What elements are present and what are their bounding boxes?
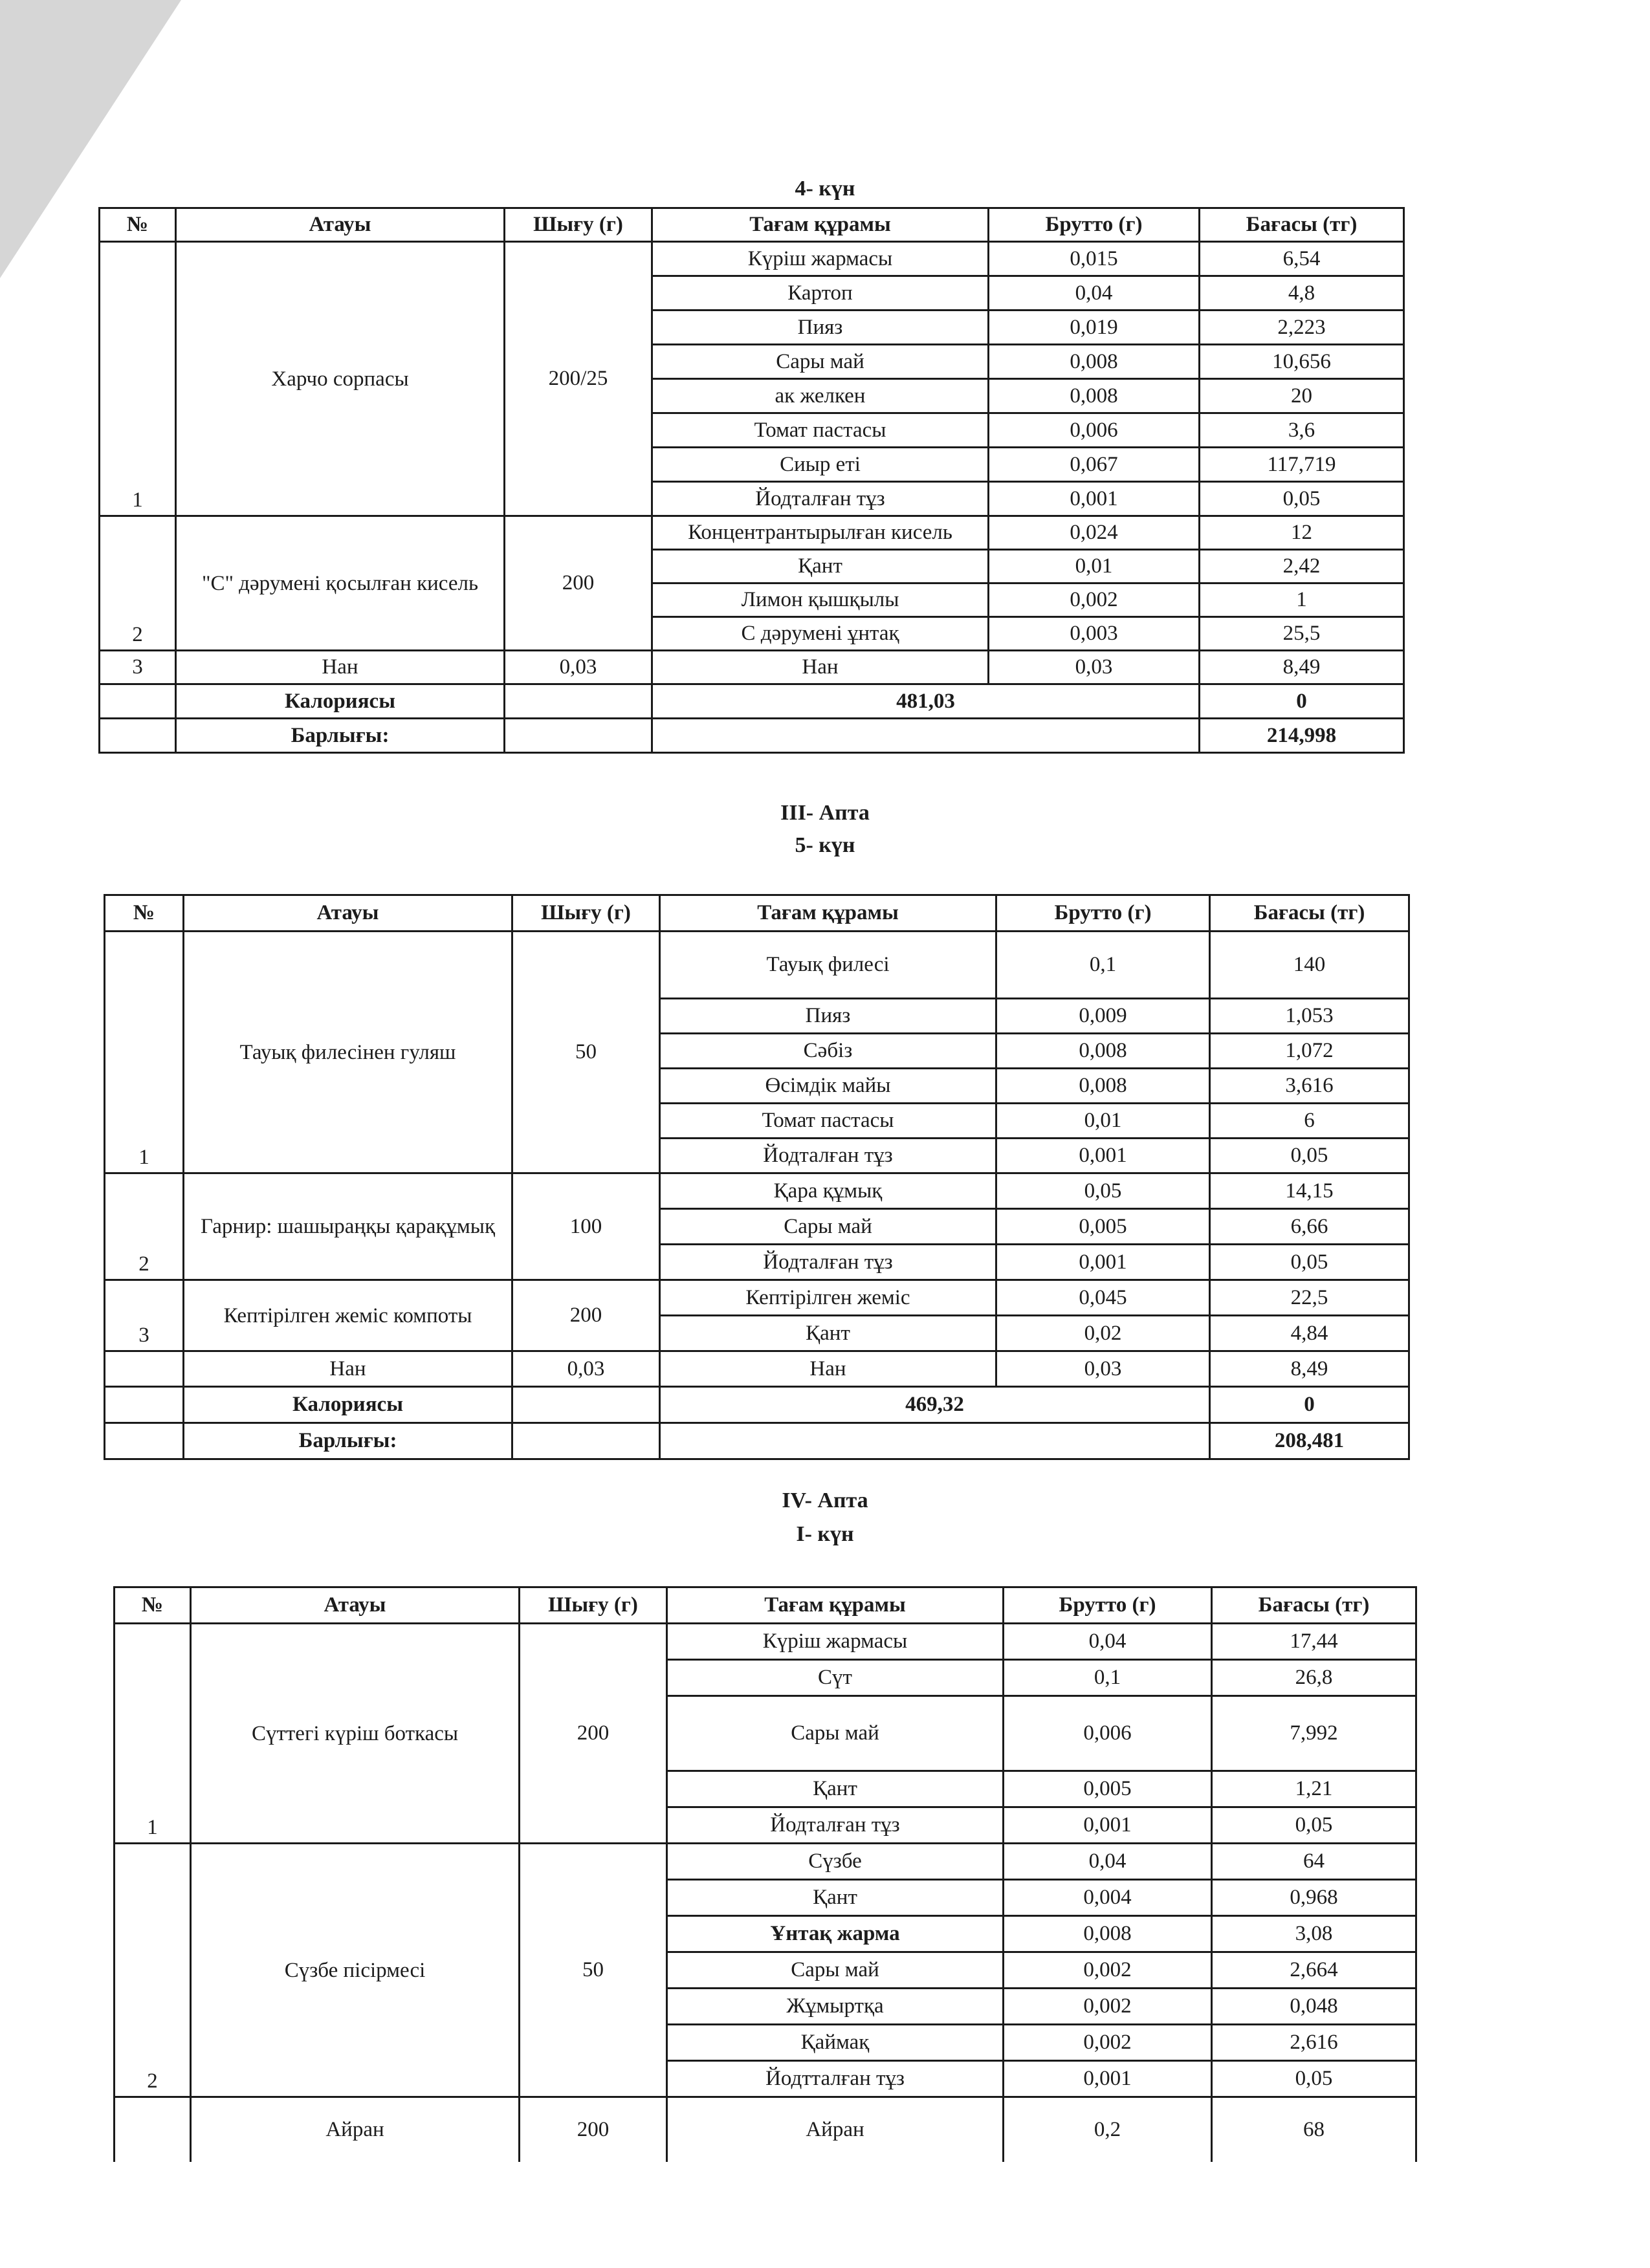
ingredient-price: 14,15 (1210, 1173, 1409, 1209)
ingredient-brutto: 0,001 (989, 482, 1200, 516)
ingredient-price: 0,05 (1212, 2061, 1416, 2097)
dish-yield: 200 (512, 1280, 660, 1351)
ingredient-name: С дәрумені ұнтақ (652, 617, 989, 651)
menu-table-day-4 (98, 207, 1405, 754)
ingredient-name: Нан (652, 651, 989, 684)
ingredient-price: 6,54 (1200, 242, 1404, 276)
ingredient-brutto: 0,008 (1004, 1916, 1212, 1952)
dish-number: 1 (115, 1624, 191, 1844)
dish-number: 2 (105, 1173, 184, 1280)
ingredient-price: 140 (1210, 932, 1409, 999)
col-price: Бағасы (тг) (1210, 895, 1409, 932)
dish-yield: 200 (505, 516, 652, 651)
ingredient-price: 2,664 (1212, 1952, 1416, 1989)
ingredient-name: Картоп (652, 276, 989, 311)
ingredient-price: 0,05 (1210, 1139, 1409, 1173)
col-price: Бағасы (тг) (1212, 1587, 1416, 1624)
menu-table-day-1 (113, 1586, 1417, 2162)
dish-number: 1 (100, 242, 176, 516)
dish-yield: 0,03 (505, 651, 652, 684)
col-num: № (115, 1587, 191, 1624)
ingredient-price: 3,616 (1210, 1069, 1409, 1104)
col-name: Атауы (191, 1587, 520, 1624)
ingredient-name: Сары май (660, 1209, 996, 1245)
calories-row (105, 1387, 1409, 1423)
total-row (100, 719, 1404, 753)
ingredient-name: Сары май (667, 1696, 1004, 1771)
day-title-4: 4- күн (795, 177, 855, 201)
ingredient-name: ак желкен (652, 379, 989, 413)
ingredient-brutto: 0,03 (996, 1351, 1210, 1387)
col-brutto: Брутто (г) (996, 895, 1210, 932)
ingredient-brutto: 0,01 (989, 550, 1200, 583)
ingredient-brutto: 0,02 (996, 1316, 1210, 1351)
col-yield: Шығу (г) (512, 895, 660, 932)
dish-number: 2 (100, 516, 176, 651)
ingredient-brutto: 0,008 (989, 345, 1200, 379)
col-ingredient: Тағам құрамы (652, 208, 989, 242)
dish-name: Кептірілген жеміс компоты (184, 1280, 512, 1351)
table-row (105, 1351, 1409, 1387)
ingredient-name: Қант (667, 1880, 1004, 1916)
total-value: 214,998 (1200, 719, 1404, 753)
ingredient-price: 20 (1200, 379, 1404, 413)
ingredient-name: Қара құмық (660, 1173, 996, 1209)
table-row (105, 932, 1409, 999)
ingredient-brutto: 0,04 (989, 276, 1200, 311)
ingredient-brutto: 0,006 (1004, 1696, 1212, 1771)
col-ingredient: Тағам құрамы (667, 1587, 1004, 1624)
table-row (100, 516, 1404, 550)
dish-number (105, 1351, 184, 1387)
dish-number: 3 (105, 1280, 184, 1351)
ingredient-brutto: 0,003 (989, 617, 1200, 651)
dish-yield: 200/25 (505, 242, 652, 516)
col-name: Атауы (176, 208, 505, 242)
calories-row (100, 684, 1404, 719)
ingredient-price: 4,8 (1200, 276, 1404, 311)
dish-yield: 200 (520, 1624, 667, 1844)
dish-name: Тауық филесінен гуляш (184, 932, 512, 1173)
dish-yield: 200 (520, 2097, 667, 2162)
dish-name: Сүзбе пісірмесі (191, 1844, 520, 2097)
col-num: № (100, 208, 176, 242)
ingredient-price: 3,08 (1212, 1916, 1416, 1952)
week-title-3: III- Апта (780, 801, 870, 825)
ingredient-name: Тауық филесі (660, 932, 996, 999)
dish-yield: 100 (512, 1173, 660, 1280)
ingredient-name: Пияз (652, 311, 989, 345)
table-row (100, 242, 1404, 276)
ingredient-brutto: 0,008 (989, 379, 1200, 413)
ingredient-name: Сиыр еті (652, 448, 989, 482)
ingredient-price: 8,49 (1210, 1351, 1409, 1387)
col-yield: Шығу (г) (520, 1587, 667, 1624)
col-brutto: Брутто (г) (1004, 1587, 1212, 1624)
total-value: 208,481 (1210, 1423, 1409, 1459)
ingredient-name: Йодталған тұз (660, 1139, 996, 1173)
ingredient-price: 1,053 (1210, 999, 1409, 1034)
table-header-row (105, 895, 1409, 932)
ingredient-price: 1 (1200, 583, 1404, 617)
dish-number: 2 (115, 1844, 191, 2097)
dish-yield: 0,03 (512, 1351, 660, 1387)
ingredient-name: Концентрантырылған кисель (652, 516, 989, 550)
ingredient-name: Йодталған тұз (652, 482, 989, 516)
ingredient-brutto: 0,2 (1004, 2097, 1212, 2162)
ingredient-brutto: 0,001 (996, 1139, 1210, 1173)
ingredient-name: Йодтталған тұз (667, 2061, 1004, 2097)
col-yield: Шығу (г) (505, 208, 652, 242)
col-ingredient: Тағам құрамы (660, 895, 996, 932)
ingredient-brutto: 0,024 (989, 516, 1200, 550)
dish-name: Сүттегі күріш боткасы (191, 1624, 520, 1844)
dish-yield: 50 (512, 932, 660, 1173)
table-header-row (100, 208, 1404, 242)
ingredient-price: 0,05 (1210, 1245, 1409, 1280)
ingredient-name: Сәбіз (660, 1034, 996, 1069)
ingredient-name: Күріш жармасы (652, 242, 989, 276)
ingredient-brutto: 0,04 (1004, 1624, 1212, 1660)
ingredient-price: 0,968 (1212, 1880, 1416, 1916)
dish-number: 3 (100, 651, 176, 684)
col-name: Атауы (184, 895, 512, 932)
ingredient-brutto: 0,006 (989, 413, 1200, 448)
ingredient-price: 2,223 (1200, 311, 1404, 345)
ingredient-name: Ұнтақ жарма (667, 1916, 1004, 1952)
ingredient-name: Сүт (667, 1660, 1004, 1696)
ingredient-price: 6,66 (1210, 1209, 1409, 1245)
calories-value: 469,32 (660, 1387, 1210, 1423)
dish-number (115, 2097, 191, 2162)
ingredient-price: 2,42 (1200, 550, 1404, 583)
ingredient-brutto: 0,005 (1004, 1771, 1212, 1807)
calories-value: 481,03 (652, 684, 1200, 719)
ingredient-name: Сүзбе (667, 1844, 1004, 1880)
ingredient-brutto: 0,001 (996, 1245, 1210, 1280)
week-title-4: IV- Апта (782, 1488, 868, 1512)
ingredient-brutto: 0,004 (1004, 1880, 1212, 1916)
ingredient-price: 7,992 (1212, 1696, 1416, 1771)
ingredient-name: Қаймақ (667, 2025, 1004, 2061)
ingredient-name: Йодталған тұз (660, 1245, 996, 1280)
ingredient-price: 10,656 (1200, 345, 1404, 379)
ingredient-brutto: 0,002 (1004, 1952, 1212, 1989)
ingredient-price: 0,05 (1200, 482, 1404, 516)
dish-name: "С" дәрумені қосылған кисель (176, 516, 505, 651)
ingredient-price: 1,072 (1210, 1034, 1409, 1069)
dish-name: Нан (176, 651, 505, 684)
ingredient-brutto: 0,009 (996, 999, 1210, 1034)
ingredient-name: Кептірілген жеміс (660, 1280, 996, 1316)
ingredient-name: Томат пастасы (660, 1104, 996, 1139)
ingredient-price: 3,6 (1200, 413, 1404, 448)
ingredient-brutto: 0,067 (989, 448, 1200, 482)
ingredient-name: Қант (660, 1316, 996, 1351)
table-row (105, 1173, 1409, 1209)
col-num: № (105, 895, 184, 932)
calories-label: Калориясы (184, 1387, 512, 1423)
table-row (105, 1280, 1409, 1316)
dish-name: Харчо сорпасы (176, 242, 505, 516)
table-row (115, 2097, 1416, 2162)
dish-number: 1 (105, 932, 184, 1173)
ingredient-price: 6 (1210, 1104, 1409, 1139)
ingredient-price: 68 (1212, 2097, 1416, 2162)
ingredient-name: Йодталған тұз (667, 1807, 1004, 1844)
ingredient-brutto: 0,001 (1004, 2061, 1212, 2097)
ingredient-price: 0,05 (1212, 1807, 1416, 1844)
calories-price: 0 (1200, 684, 1404, 719)
ingredient-brutto: 0,045 (996, 1280, 1210, 1316)
ingredient-brutto: 0,002 (1004, 1989, 1212, 2025)
total-label: Барлығы: (184, 1423, 512, 1459)
ingredient-brutto: 0,005 (996, 1209, 1210, 1245)
ingredient-name: Сары май (667, 1952, 1004, 1989)
ingredient-brutto: 0,001 (1004, 1807, 1212, 1844)
dish-name: Нан (184, 1351, 512, 1387)
ingredient-name: Томат пастасы (652, 413, 989, 448)
ingredient-name: Сары май (652, 345, 989, 379)
menu-table-day-5 (104, 894, 1410, 1460)
ingredient-brutto: 0,002 (989, 583, 1200, 617)
ingredient-name: Лимон қышқылы (652, 583, 989, 617)
ingredient-brutto: 0,002 (1004, 2025, 1212, 2061)
ingredient-price: 64 (1212, 1844, 1416, 1880)
ingredient-brutto: 0,1 (1004, 1660, 1212, 1696)
ingredient-brutto: 0,05 (996, 1173, 1210, 1209)
ingredient-price: 25,5 (1200, 617, 1404, 651)
ingredient-name: Өсімдік майы (660, 1069, 996, 1104)
ingredient-name: Нан (660, 1351, 996, 1387)
ingredient-brutto: 0,04 (1004, 1844, 1212, 1880)
table-row (100, 651, 1404, 684)
ingredient-brutto: 0,008 (996, 1034, 1210, 1069)
table-header-row (115, 1587, 1416, 1624)
table-row (115, 1844, 1416, 1880)
total-row (105, 1423, 1409, 1459)
ingredient-price: 4,84 (1210, 1316, 1409, 1351)
calories-label: Калориясы (176, 684, 505, 719)
ingredient-name: Пияз (660, 999, 996, 1034)
col-price: Бағасы (тг) (1200, 208, 1404, 242)
ingredient-price: 117,719 (1200, 448, 1404, 482)
ingredient-name: Айран (667, 2097, 1004, 2162)
ingredient-name: Қант (667, 1771, 1004, 1807)
ingredient-name: Жұмыртқа (667, 1989, 1004, 2025)
ingredient-price: 17,44 (1212, 1624, 1416, 1660)
ingredient-price: 0,048 (1212, 1989, 1416, 2025)
day-title-1: І- күн (796, 1522, 854, 1546)
ingredient-brutto: 0,1 (996, 932, 1210, 999)
ingredient-brutto: 0,015 (989, 242, 1200, 276)
dish-name: Айран (191, 2097, 520, 2162)
ingredient-price: 2,616 (1212, 2025, 1416, 2061)
ingredient-price: 22,5 (1210, 1280, 1409, 1316)
col-brutto: Брутто (г) (989, 208, 1200, 242)
ingredient-price: 1,21 (1212, 1771, 1416, 1807)
table-row (115, 1624, 1416, 1660)
ingredient-name: Күріш жармасы (667, 1624, 1004, 1660)
ingredient-brutto: 0,01 (996, 1104, 1210, 1139)
dish-yield: 50 (520, 1844, 667, 2097)
ingredient-brutto: 0,008 (996, 1069, 1210, 1104)
ingredient-price: 12 (1200, 516, 1404, 550)
ingredient-name: Қант (652, 550, 989, 583)
day-title-5: 5- күн (795, 833, 855, 857)
ingredient-brutto: 0,019 (989, 311, 1200, 345)
ingredient-price: 26,8 (1212, 1660, 1416, 1696)
ingredient-brutto: 0,03 (989, 651, 1200, 684)
dish-name: Гарнир: шашыраңқы қарақұмық (184, 1173, 512, 1280)
total-label: Барлығы: (176, 719, 505, 753)
calories-price: 0 (1210, 1387, 1409, 1423)
ingredient-price: 8,49 (1200, 651, 1404, 684)
